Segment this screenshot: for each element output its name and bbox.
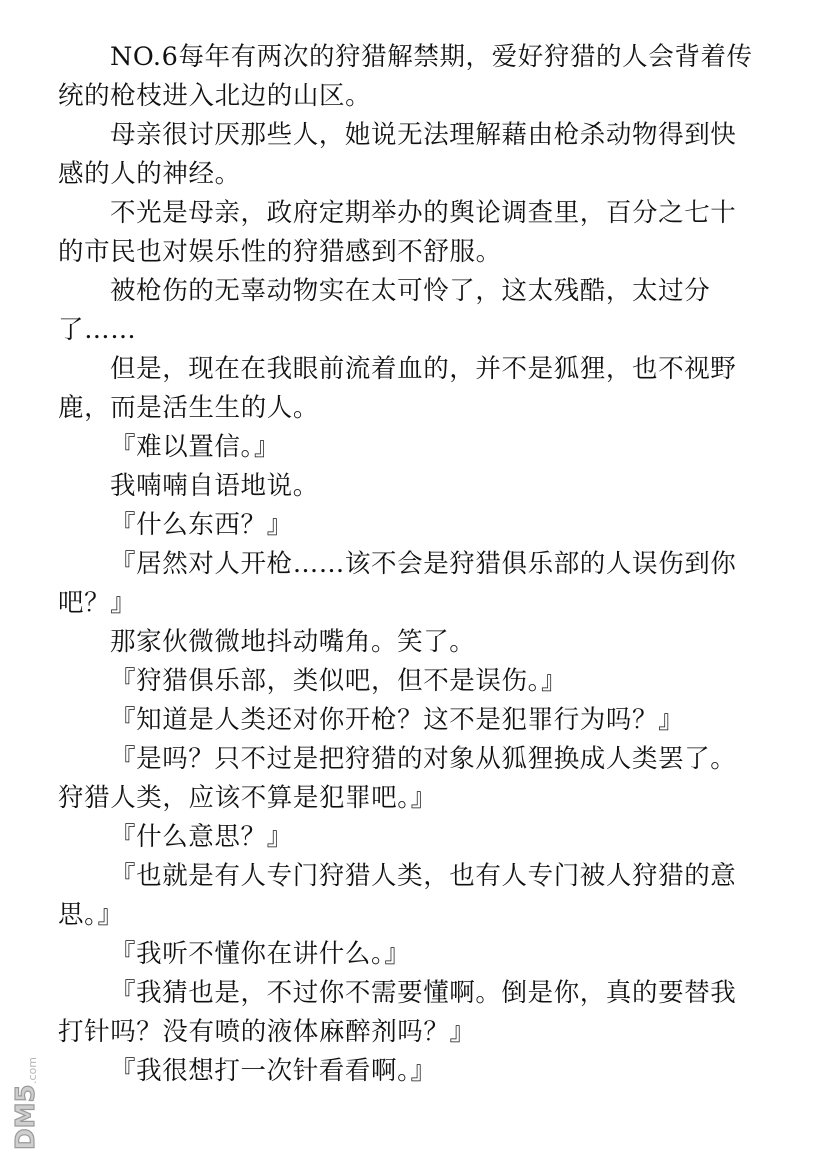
site-watermark-logo (8, 1040, 42, 1160)
paragraph-11: 『狩猎俱乐部，类似吧，但不是误伤。』 (110, 666, 568, 696)
watermark-suffix-text: .com (26, 1057, 39, 1084)
paragraph-6: 『难以置信。』 (110, 432, 280, 462)
watermark-main-text: DM5 (11, 1084, 41, 1150)
paragraph-2: 母亲很讨厌那些人，她说无法理解藉由枪杀动物得到快感的人的神经。 (58, 120, 737, 189)
paragraph-4: 被枪伤的无辜动物实在太可怜了，这太残酷，太过分了…… (58, 276, 711, 345)
paragraph-13: 『是吗？只不过是把狩猎的对象从狐狸换成人类罢了。狩猎人类，应该不算是犯罪吧。』 (58, 744, 737, 813)
watermark-svg (8, 1040, 42, 1160)
paragraph-7: 我喃喃自语地说。 (110, 471, 319, 501)
paragraph-8: 『什么东西？』 (110, 510, 293, 540)
paragraph-15: 『也就是有人专门狩猎人类，也有人专门被人狩猎的意思。』 (58, 861, 737, 930)
paragraph-1: NO.6每年有两次的狩猎解禁期，爱好狩猎的人会背着传统的枪枝进入北边的山区。 (58, 42, 753, 111)
paragraph-10: 那家伙微微地抖动嘴角。笑了。 (110, 627, 476, 657)
paragraph-5: 但是，现在在我眼前流着血的，并不是狐狸，也不视野鹿，而是活生生的人。 (58, 354, 737, 423)
novel-page-text (58, 38, 758, 1091)
paragraph-18: 『我很想打一次针看看啊。』 (110, 1056, 437, 1086)
paragraph-17: 『我猜也是，不过你不需要懂啊。倒是你，真的要替我打针吗？没有喷的液体麻醉剂吗？』 (58, 978, 737, 1047)
paragraph-9: 『居然对人开枪……该不会是狩猎俱乐部的人误伤到你吧？』 (58, 549, 737, 618)
paragraph-3: 不光是母亲，政府定期举办的舆论调查里，百分之七十的市民也对娱乐性的狩猎感到不舒服。 (58, 198, 737, 267)
paragraph-12: 『知道是人类还对你开枪？这不是犯罪行为吗？』 (110, 705, 685, 735)
paragraph-16: 『我听不懂你在讲什么。』 (110, 939, 411, 969)
paragraph-14: 『什么意思？』 (110, 822, 293, 852)
